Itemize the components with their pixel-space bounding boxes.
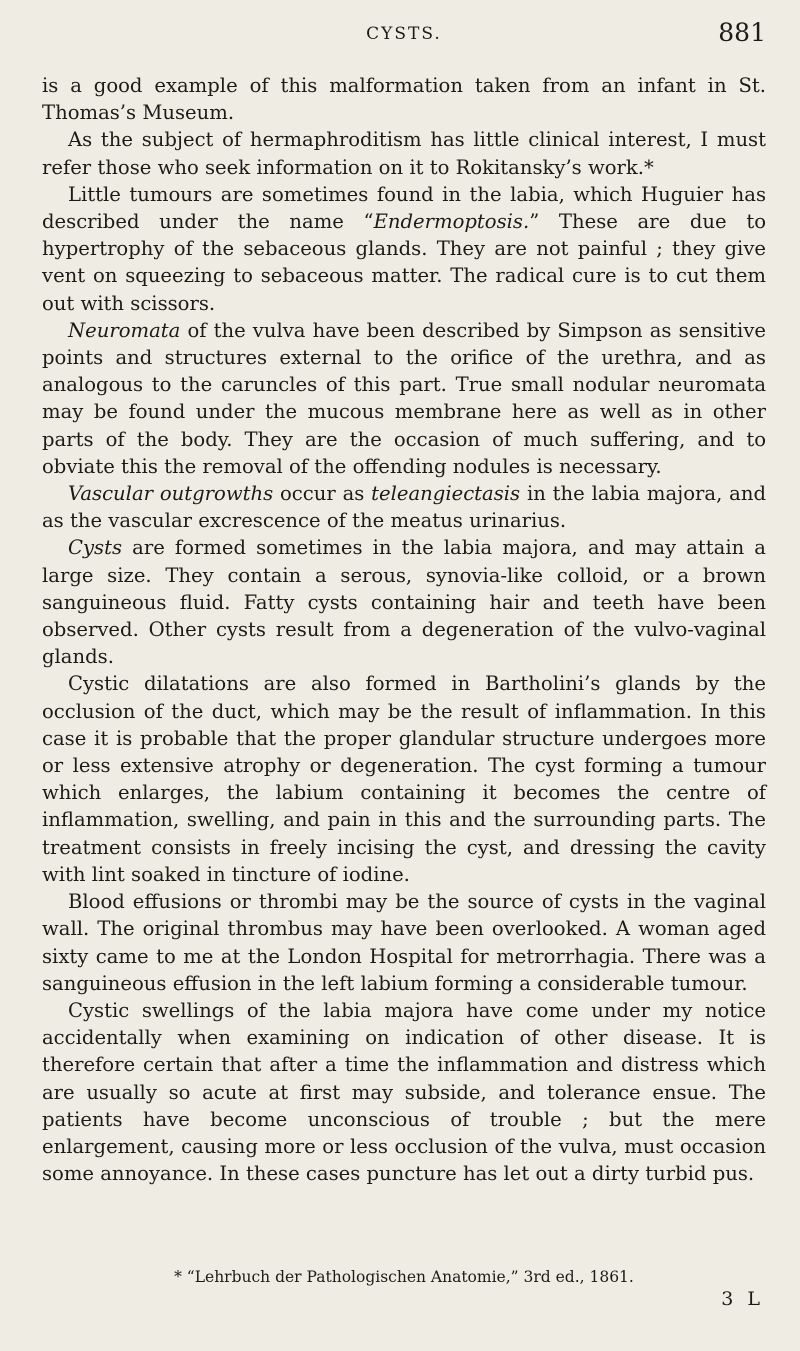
italic-term: Neuromata (68, 318, 181, 342)
page-number: 881 (718, 18, 766, 47)
paragraph (42, 181, 766, 317)
italic-term: Cysts (68, 536, 123, 560)
paragraph (42, 126, 766, 180)
text-run: are formed sometimes in the labia majora, and may attain a large size. They contain a serous, synovia-like colloid, or a brown sanguineous fluid. Fatty cysts containing hair and teeth have been observed. Other cysts result from a degeneration of the vulvo-vaginal glands. (42, 536, 766, 669)
paragraph (42, 534, 766, 670)
text-run: As the subject of hermaphroditism has little clinical interest, I must refer those who seek information on it to Rokitansky’s work.* (42, 128, 766, 179)
paragraph (42, 317, 766, 480)
paragraph (42, 997, 766, 1187)
text-run: ” These are due to hypertrophy of the sebaceous glands. They are not painful ; they give vent on squeezing to sebaceous matter. The radical cure is to cut them out with scissors. (42, 210, 766, 315)
text-run: Cystic dilatations are also formed in Bartholini’s glands by the occlusion of the duct, which may be the result of inflammation. In this case it is probable that the proper glandular structure undergoes more or less extensive atrophy or degeneration. The cyst forming a tumour which enlarges, the labium containing it becomes the centre of inflammation, swelling, and pain in this and the surrounding parts. The treatment consists in freely incising the cyst, and dressing the cavity with lint soaked in tincture of iodine. (42, 672, 766, 886)
text-run: in the labia majora, and as the vascular excrescence of the meatus urinarius. (42, 482, 766, 533)
text-run: Blood effusions or thrombi may be the source of cysts in the vaginal wall. The original thrombus may have been overlooked. A woman aged sixty came to me at the London Hospital for metrorrhagia. There was a sanguineous effusion in the left labium forming a considerable tumour. (42, 890, 766, 995)
body-text (42, 72, 766, 1187)
italic-term: Vascular outgrowths (68, 482, 274, 506)
text-run: Cystic swellings of the labia majora have come under my notice accidentally when examining on indication of other disease. It is therefore certain that after a time the inflammation and distress which are usually so acute at first may subside, and tolerance ensue. The patients have become unconscious of trouble ; but the mere enlargement, causing more or less occlusion of the vulva, must occasion some annoyance. In these cases puncture has let out a dirty turbid pus. (42, 998, 766, 1186)
text-run: of the vulva have been described by Simpson as sensitive points and structures external to the orifice of the urethra, and as analogous to the caruncles of this part. True small nodular neuromata may be found under the mucous membrane here as well as in other parts of the body. They are the occasion of much suffering, and to obviate this the removal of the offending nodules is necessary. (42, 318, 766, 478)
italic-term: teleangiectasis (371, 482, 521, 506)
text-run: is a good example of this malformation taken from an infant in St. Thomas’s Museum. (42, 74, 766, 125)
paragraph (42, 480, 766, 534)
paragraph (42, 888, 766, 997)
paragraph (42, 72, 766, 126)
italic-term: Endermoptosis. (373, 210, 530, 234)
running-head: CYSTS. (366, 24, 442, 44)
signature-mark: 3 L (721, 1288, 764, 1310)
text-run: occur as (273, 482, 372, 506)
text-run: Little tumours are sometimes found in the labia, which Huguier has described under the name “ (42, 182, 766, 234)
paragraph (42, 670, 766, 888)
page-header (42, 12, 766, 62)
footnote: * “Lehrbuch der Pathologischen Anatomie,” 3rd ed., 1861. (174, 1268, 634, 1286)
